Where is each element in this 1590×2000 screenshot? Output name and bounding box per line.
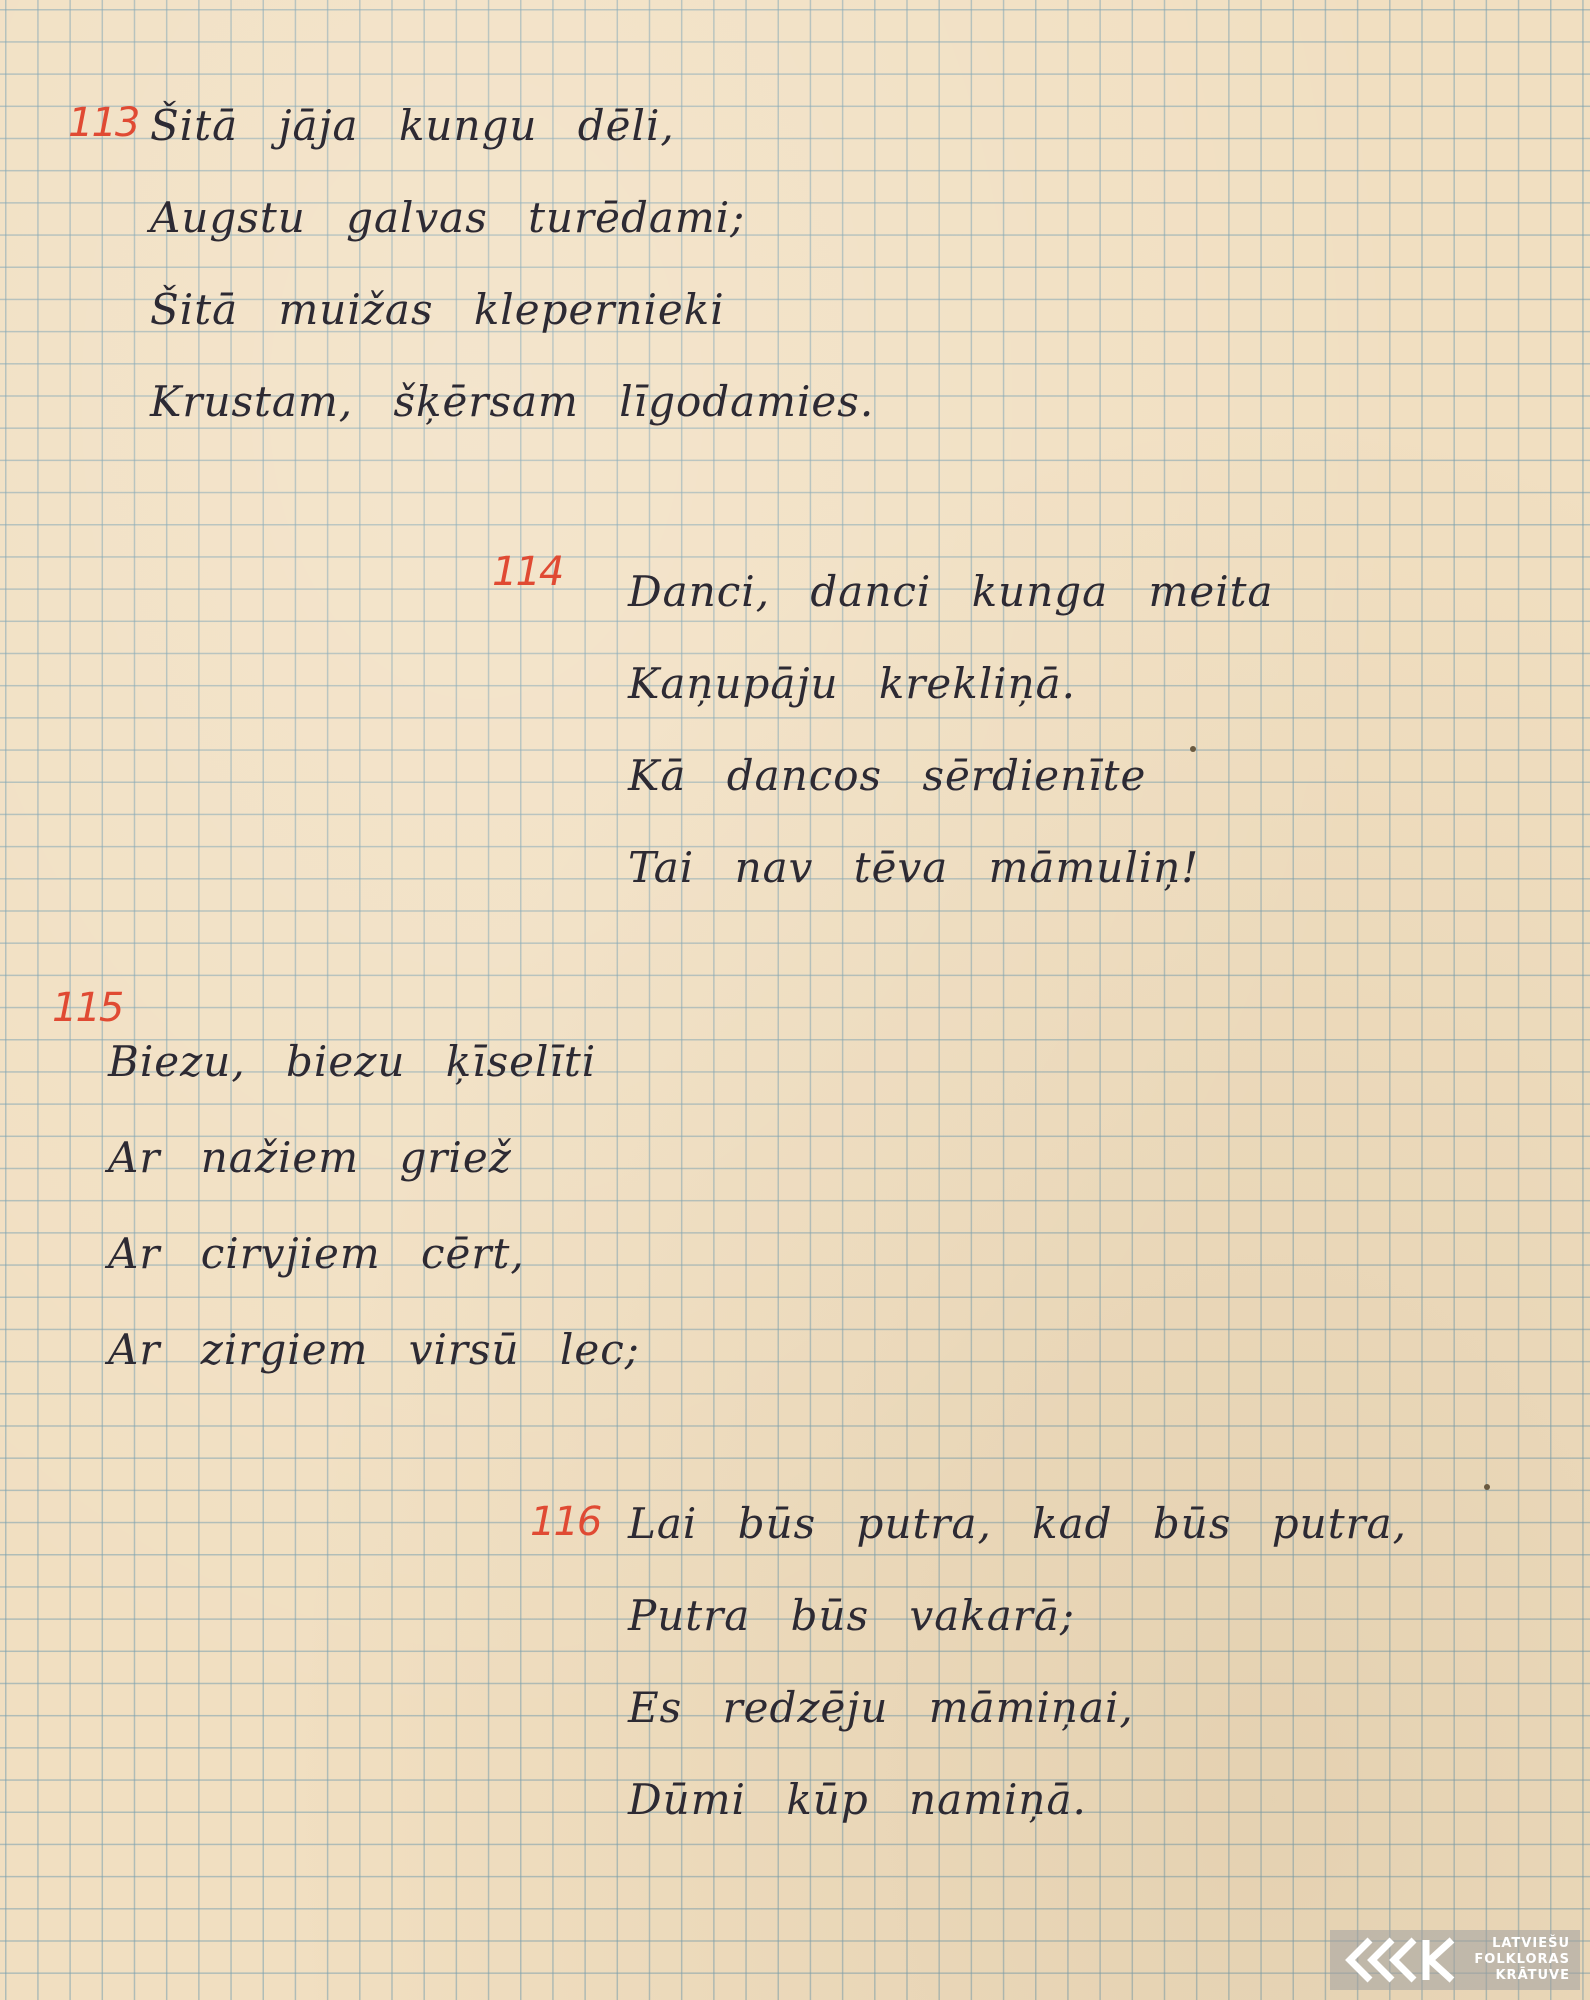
verse-number: 115 [52, 985, 123, 1031]
verse-line: Putra būs vakarā; [628, 1591, 1076, 1640]
verse-line: Es redzēju māmiņai, [628, 1683, 1134, 1732]
verse-line: Krustam, šķērsam līgodamies. [150, 377, 875, 426]
logo-line: FOLKLORAS [1474, 1952, 1570, 1967]
verse-lines [108, 1014, 640, 1398]
logo-text [1468, 1936, 1580, 1984]
verse-line: Ar cirvjiem cērt, [108, 1229, 525, 1278]
verse-line: Lai būs putra, kad būs putra, [628, 1499, 1408, 1548]
ink-dot [1484, 1484, 1490, 1490]
archive-logo [1330, 1930, 1580, 1990]
verse-line: Kaņupāju krekliņā. [628, 659, 1077, 708]
verse-lines [628, 546, 1274, 914]
logo-line: LATVIEŠU [1492, 1936, 1570, 1951]
verse-line: Ar zirgiem virsū lec; [108, 1325, 640, 1374]
verse-lines [628, 1478, 1407, 1846]
verse-line: Augstu galvas turēdami; [150, 193, 746, 242]
verse-line: Dūmi kūp namiņā. [628, 1775, 1087, 1824]
ink-dot [1190, 746, 1196, 752]
verse-line: Kā dancos sērdienīte [628, 751, 1147, 800]
verse-number: 114 [492, 549, 563, 595]
verse-line: Biezu, biezu ķīselīti [108, 1037, 597, 1086]
logo-line: KRĀTUVE [1495, 1968, 1570, 1983]
verse-line: Danci, danci kunga meita [628, 567, 1274, 616]
verse-line: Šitā muižas klepernieki [150, 285, 725, 334]
verse-line: Tai nav tēva māmuliņ! [628, 843, 1200, 892]
verse-lines [150, 80, 874, 448]
verse-line: Ar nažiem griež [108, 1133, 512, 1182]
verse-number: 116 [530, 1499, 601, 1545]
lfk-mark-icon [1340, 1936, 1460, 1984]
verse-number: 113 [68, 100, 139, 146]
verse-line: Šitā jāja kungu dēli, [150, 101, 675, 150]
